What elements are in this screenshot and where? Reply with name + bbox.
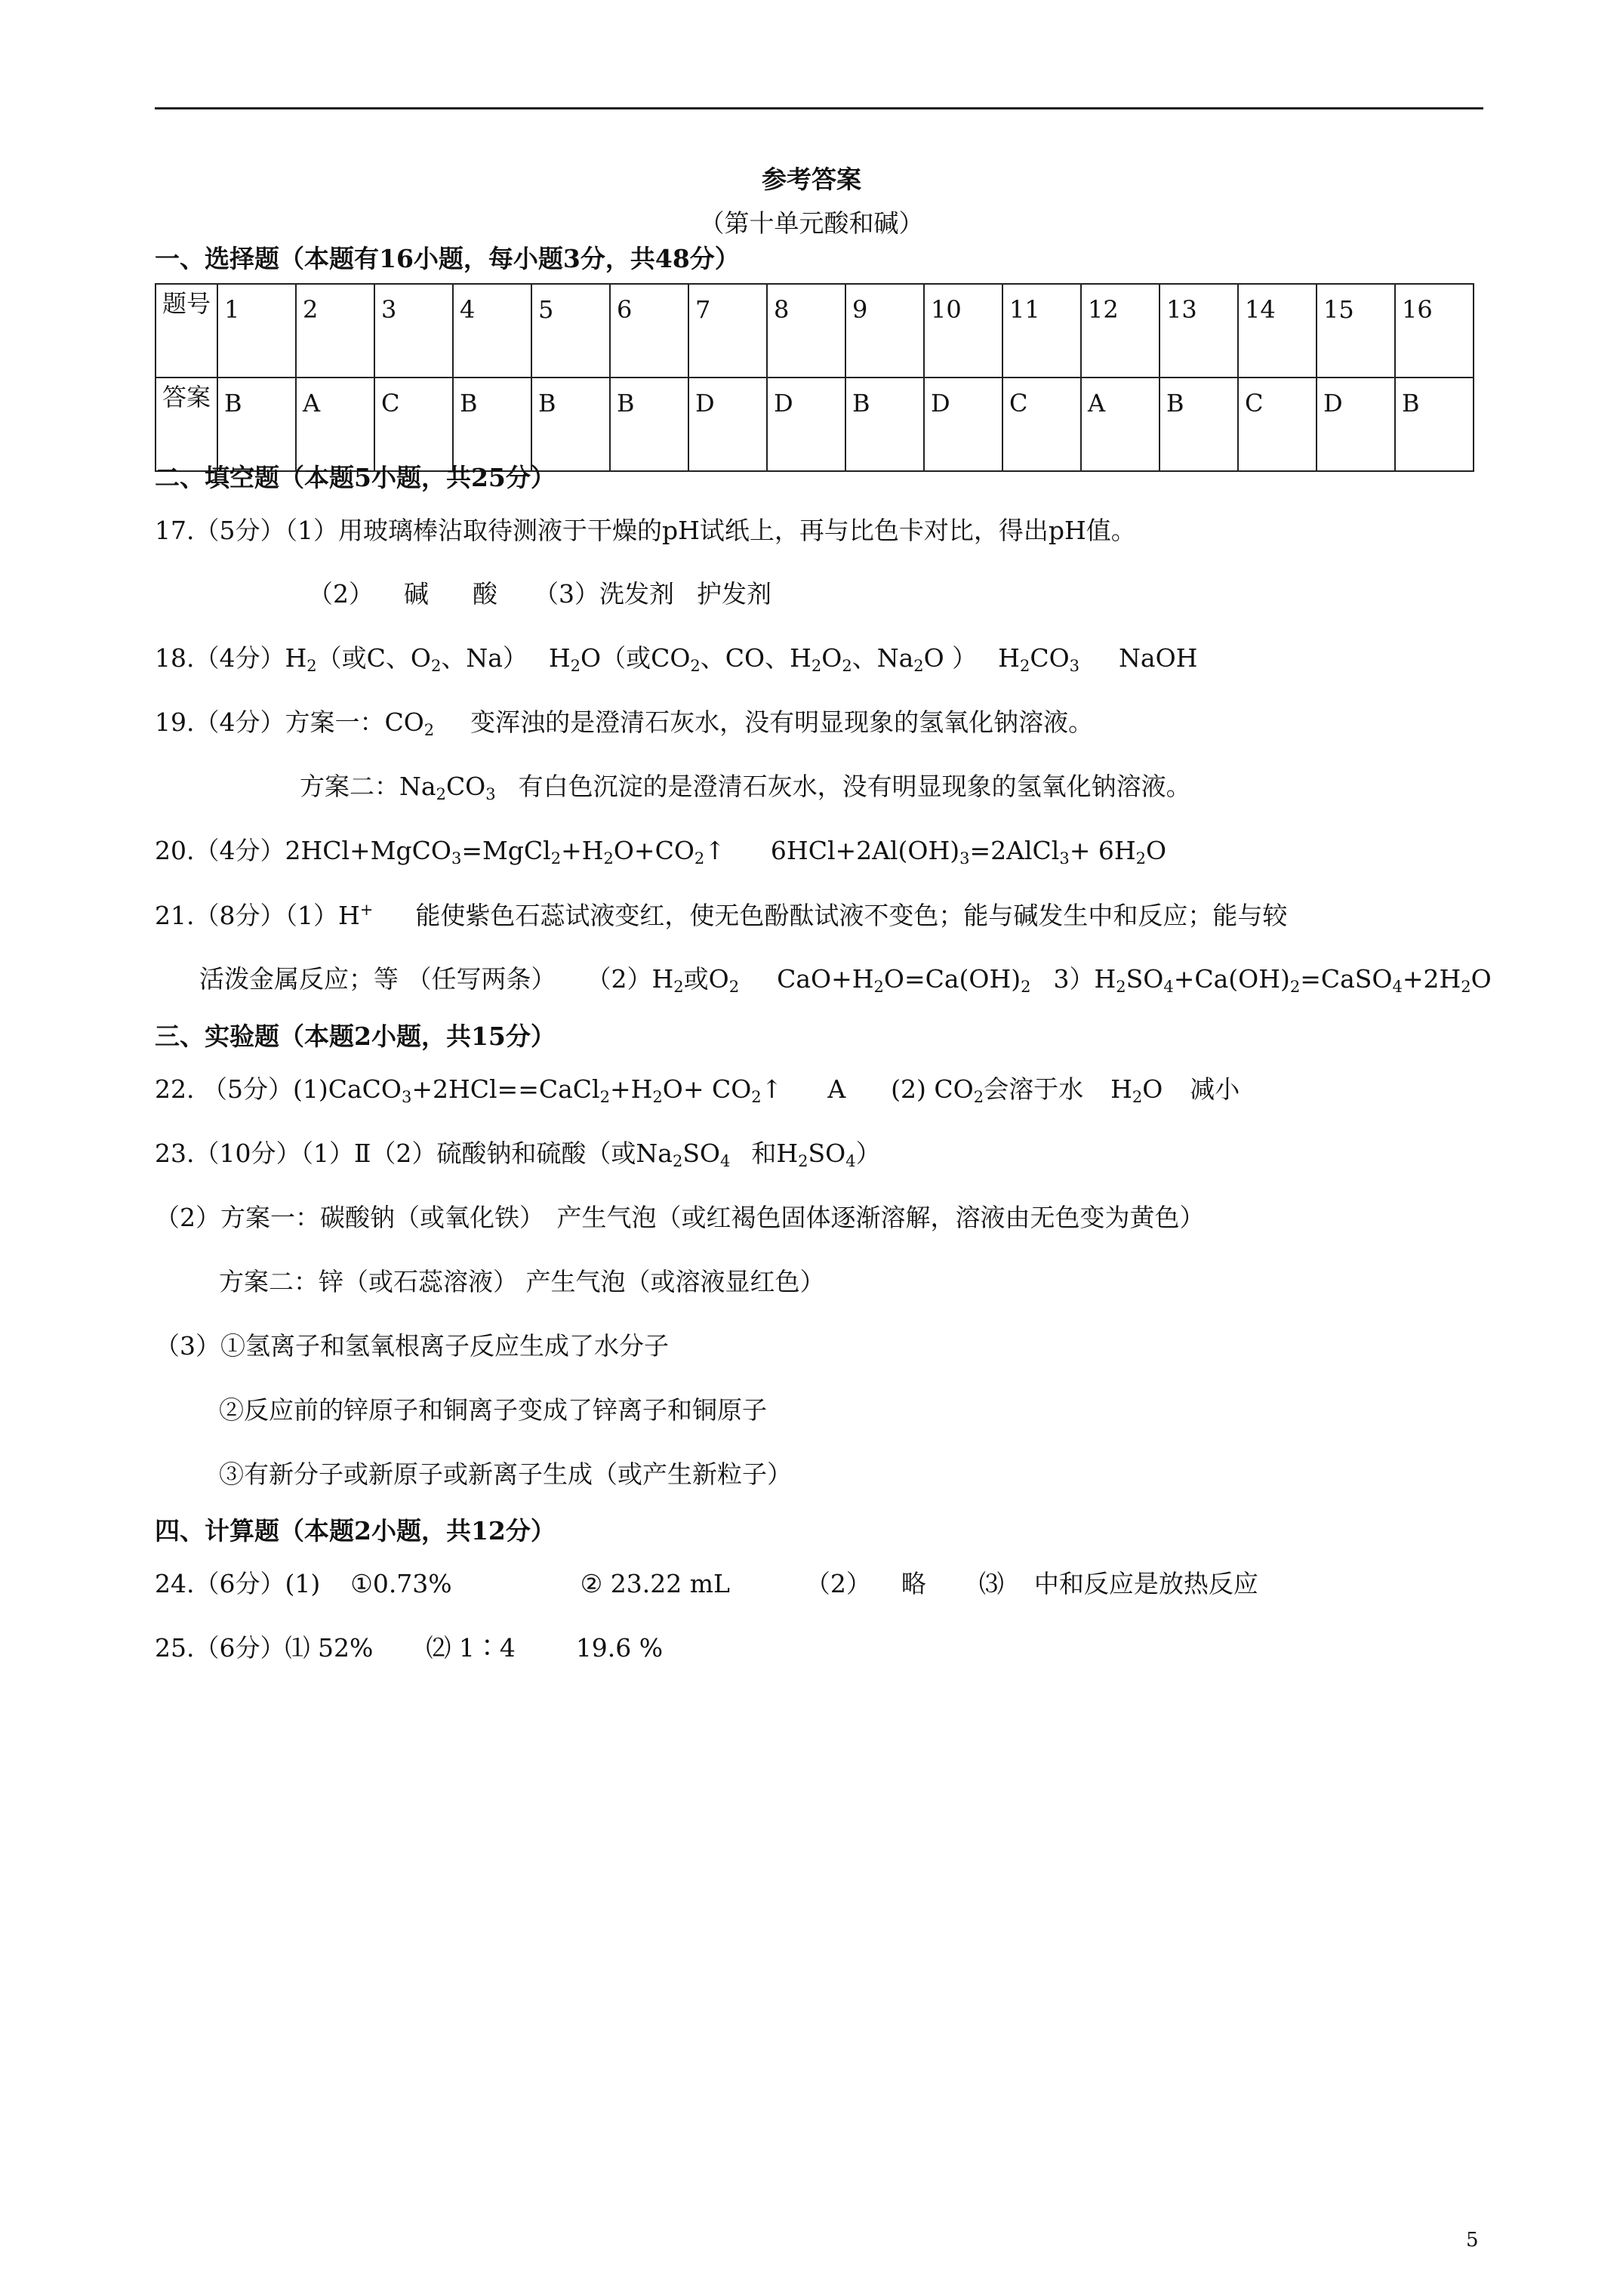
table-cell: B <box>1160 378 1238 471</box>
q19-line1: 19.（4分）方案一：$CO_2$ 变浑浊的是澄清石灰水，没有明显现象的氢氧化钠溶液。 <box>155 707 1094 739</box>
table-cell: B <box>845 378 924 471</box>
table-cell: 4 <box>453 284 531 378</box>
page-number: 5 <box>1466 2229 1479 2251</box>
table-cell: 14 <box>1238 284 1317 378</box>
table-cell: 3 <box>374 284 453 378</box>
q19-line2: 方案二：$Na_2CO_3$ 有白色沉淀的是澄清石灰水，没有明显现象的氢氧化钠溶液。 <box>300 772 1191 803</box>
q21-line1: 21.（8分）（1）H+ 能使紫色石蕊试液变红，使无色酚酞试液不变色；能与碱发生中和反应；能与较 <box>155 901 1288 930</box>
table-cell: B <box>1395 378 1474 471</box>
table-cell: 1 <box>217 284 296 378</box>
table-cell: 7 <box>688 284 767 378</box>
q20-line: 20.（4分）$2HCl+MgCO_3=MgCl_2+H_2O+CO_2↑$ $6HCl+2Al(OH)_3=2AlCl_3+ 6H_2O$ <box>155 836 1167 868</box>
section-heading-experiment: 三、实验题（本题2小题，共15分） <box>155 1022 556 1051</box>
q23-line4: （3）①氢离子和氢氧根离子反应生成了水分子 <box>155 1331 669 1361</box>
table-cell: C <box>1238 378 1317 471</box>
table-cell: B <box>217 378 296 471</box>
q17-line2: （2） 碱 酸 （3）洗发剂 护发剂 <box>308 579 771 609</box>
table-cell: 10 <box>924 284 1002 378</box>
section-heading-calculation: 四、计算题（本题2小题，共12分） <box>155 1516 556 1546</box>
table-cell: 8 <box>767 284 845 378</box>
q18-line: 18.（4分）$H_2$（或C、$O_2$、Na） $H_2O$（或$CO_2$、CO、$H_2O_2$、$Na_2O$ ） $H_2CO_3$ NaOH <box>155 643 1198 675</box>
page-title: 参考答案 <box>762 165 861 194</box>
table-cell: C <box>374 378 453 471</box>
q23-line3: 方案二：锌（或石蕊溶液） 产生气泡（或溶液显红色） <box>219 1267 825 1296</box>
table-cell: B <box>453 378 531 471</box>
section-heading-choice: 一、选择题（本题有16小题，每小题3分，共48分） <box>155 244 740 273</box>
table-cell: B <box>610 378 688 471</box>
table-cell: 16 <box>1395 284 1474 378</box>
table-cell: D <box>924 378 1002 471</box>
table-cell: 6 <box>610 284 688 378</box>
q25-line: 25.（6分）⑴ 52% ⑵ 1∶4 19.6 % <box>155 1633 664 1663</box>
table-cell: A <box>296 378 374 471</box>
answer-table <box>155 283 1474 472</box>
table-row-answers <box>156 378 1474 471</box>
table-cell: B <box>531 378 610 471</box>
table-cell: D <box>688 378 767 471</box>
header-rule <box>155 107 1483 109</box>
table-cell: 9 <box>845 284 924 378</box>
table-cell: D <box>1317 378 1395 471</box>
table-cell: 15 <box>1317 284 1395 378</box>
table-cell: D <box>767 378 845 471</box>
q21-line2: 活泼金属反应；等 （任写两条） $(2)H_2$或$O_2$ $CaO+H_2O=Ca(OH)_2$ $3)H_2SO_4+Ca(OH)_2=CaSO_4+2H_2O$ <box>199 964 1492 996</box>
section-heading-fill: 二、填空题（本题5小题，共25分） <box>155 463 556 492</box>
q23-line5: ②反应前的锌原子和铜离子变成了锌离子和铜原子 <box>219 1395 767 1425</box>
table-cell: 5 <box>531 284 610 378</box>
table-cell: 12 <box>1081 284 1160 378</box>
page-subtitle: （第十单元酸和碱） <box>699 208 924 238</box>
q22-line: 22. （5分）$(1)CaCO_3+2HCl==CaCl_2+H_2O+$ $CO_2↑$ A (2) $CO_2$会溶于水 $H_2O$ 减小 <box>155 1074 1240 1106</box>
table-row-numbers <box>156 284 1474 378</box>
table-cell: A <box>1081 378 1160 471</box>
table-cell: 2 <box>296 284 374 378</box>
table-header-answer: 答案 <box>156 378 217 471</box>
q17-line1: 17.（5分）（1）用玻璃棒沾取待测液于干燥的pH试纸上，再与比色卡对比，得出pH值。 <box>155 516 1136 545</box>
table-cell: 11 <box>1002 284 1081 378</box>
table-cell: C <box>1002 378 1081 471</box>
q23-line6: ③有新分子或新原子或新离子生成（或产生新粒子） <box>219 1459 792 1489</box>
q24-line: 24.（6分）(1) ①0.73% ② 23.22 mL （2） 略 ⑶ 中和反应是放热反应 <box>155 1569 1258 1598</box>
table-header-number: 题号 <box>156 284 217 378</box>
q23-line1: 23.（10分）（1）Ⅱ（2）硫酸钠和硫酸（或$Na_2SO_4$ 和$H_2SO_4$） <box>155 1139 881 1170</box>
q23-line2: （2）方案一：碳酸钠（或氧化铁） 产生气泡（或红褐色固体逐渐溶解，溶液由无色变为黄色） <box>155 1203 1205 1232</box>
table-cell: 13 <box>1160 284 1238 378</box>
